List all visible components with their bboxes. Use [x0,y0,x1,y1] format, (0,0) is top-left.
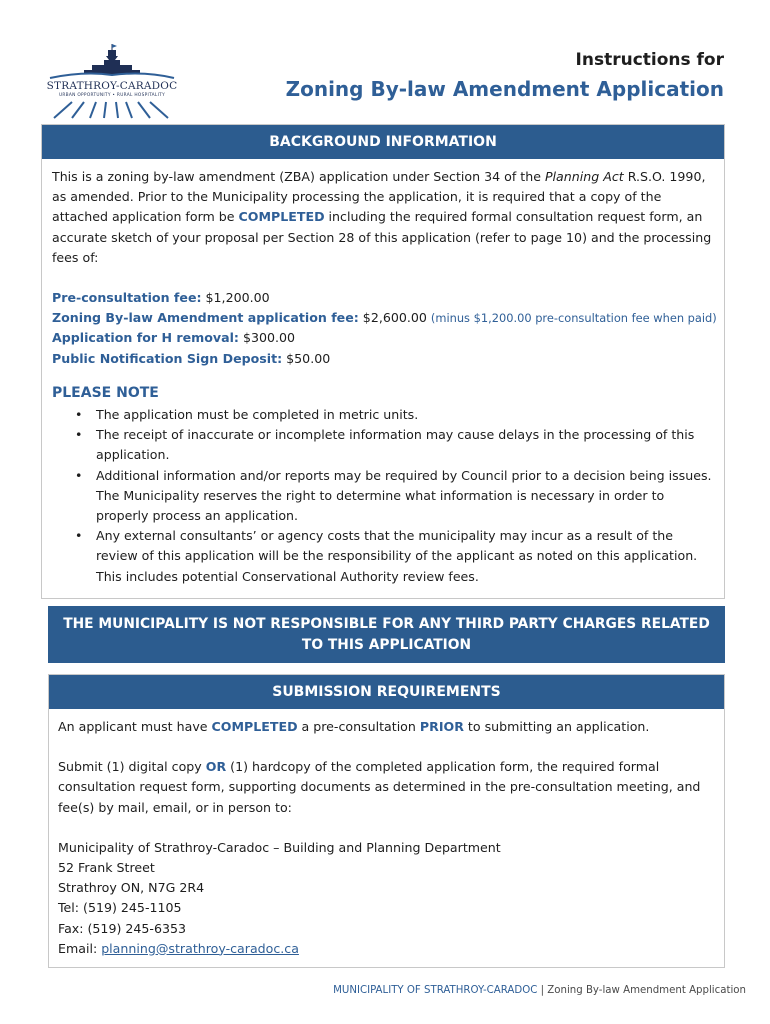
town-hall-icon [44,44,180,84]
list-item: • Additional information and/or reports may be required by Council prior to a decision being issues. The Municipality reserves the right to determine what information is necessary in order to properly process an application. [52,466,712,527]
logo-tagline: URBAN OPPORTUNITY • RURAL HOSPITALITY [58,93,166,98]
background-intro: This is a zoning by-law amendment (ZBA) application under Section 34 of the Planning Act R.S.O. 1990, as amended. Prior to the Municipality processing the application, it is required that a copy of the attached application form be COMPLETED including the required formal consultation request form, an accurate sketch of your proposal per Section 28 of this application (refer to page 10) and the processing fees of: [52,169,712,265]
fee-item: Public Notification Sign Deposit: $50.00 [52,350,331,366]
page-title: Zoning By-law Amendment Application [285,77,724,101]
submission-title: SUBMISSION REQUIREMENTS [49,675,724,709]
municipality-logo [44,44,180,120]
address-line: Municipality of Strathroy-Caradoc – Building and Planning Department [58,839,501,855]
submission-instructions: Submit (1) digital copy OR (1) hardcopy of the completed application form, the required formal consultation request form, supporting documents as determined in the pre-consultation meeting, and fee(s) by mail, email, or in person to: [58,759,701,815]
background-section [41,124,725,599]
mailing-address [58,838,714,959]
background-title: BACKGROUND INFORMATION [42,125,724,159]
fax-line: Fax: (519) 245-6353 [58,920,187,936]
field-furrows-icon [44,100,180,120]
submission-section [48,674,725,968]
page-subtitle: Instructions for [575,50,724,70]
list-item: • Any external consultants’ or agency costs that the municipality may incur as a result of the review of this application will be the responsibility of the applicant as noted on this application. This includes potential Conservational Authority review fees. [52,526,712,587]
note-list [52,405,712,587]
email-line: Email: planning@strathroy-caradoc.ca [58,940,299,956]
logo-wordmark: STRATHROY-CARADOC [46,80,178,92]
third-party-charges-banner: THE MUNICIPALITY IS NOT RESPONSIBLE FOR ANY THIRD PARTY CHARGES RELATED TO THIS APPLICATION [48,606,725,663]
fee-item: Pre-consultation fee: $1,200.00 [52,290,270,306]
address-line: 52 Frank Street [58,860,155,876]
fee-list [52,288,717,369]
list-item: • The application must be completed in metric units. [52,405,712,425]
preconsultation-requirement: An applicant must have COMPLETED a pre-consultation PRIOR to submitting an application. [58,719,650,734]
completed-emphasis: COMPLETED [238,209,325,225]
please-note-heading: PLEASE NOTE [52,384,159,401]
address-line: Strathroy ON, N7G 2R4 [58,880,205,896]
email-link[interactable]: planning@strathroy-caradoc.ca [101,940,299,956]
phone-line: Tel: (519) 245-1105 [58,900,182,916]
fee-item: Application for H removal: $300.00 [52,330,296,346]
planning-act-text: Planning Act [544,169,624,184]
list-item: • The receipt of inaccurate or incomplete information may cause delays in the processing of this application. [52,425,712,465]
fee-note: (minus $1,200.00 pre-consultation fee when paid) [430,311,717,326]
fee-item: Zoning By-law Amendment application fee: $2,600.00 (minus $1,200.00 pre-consultation fee when paid) [52,310,717,326]
page-footer: MUNICIPALITY OF STRATHROY-CARADOC | Zoning By-law Amendment Application [333,985,746,996]
